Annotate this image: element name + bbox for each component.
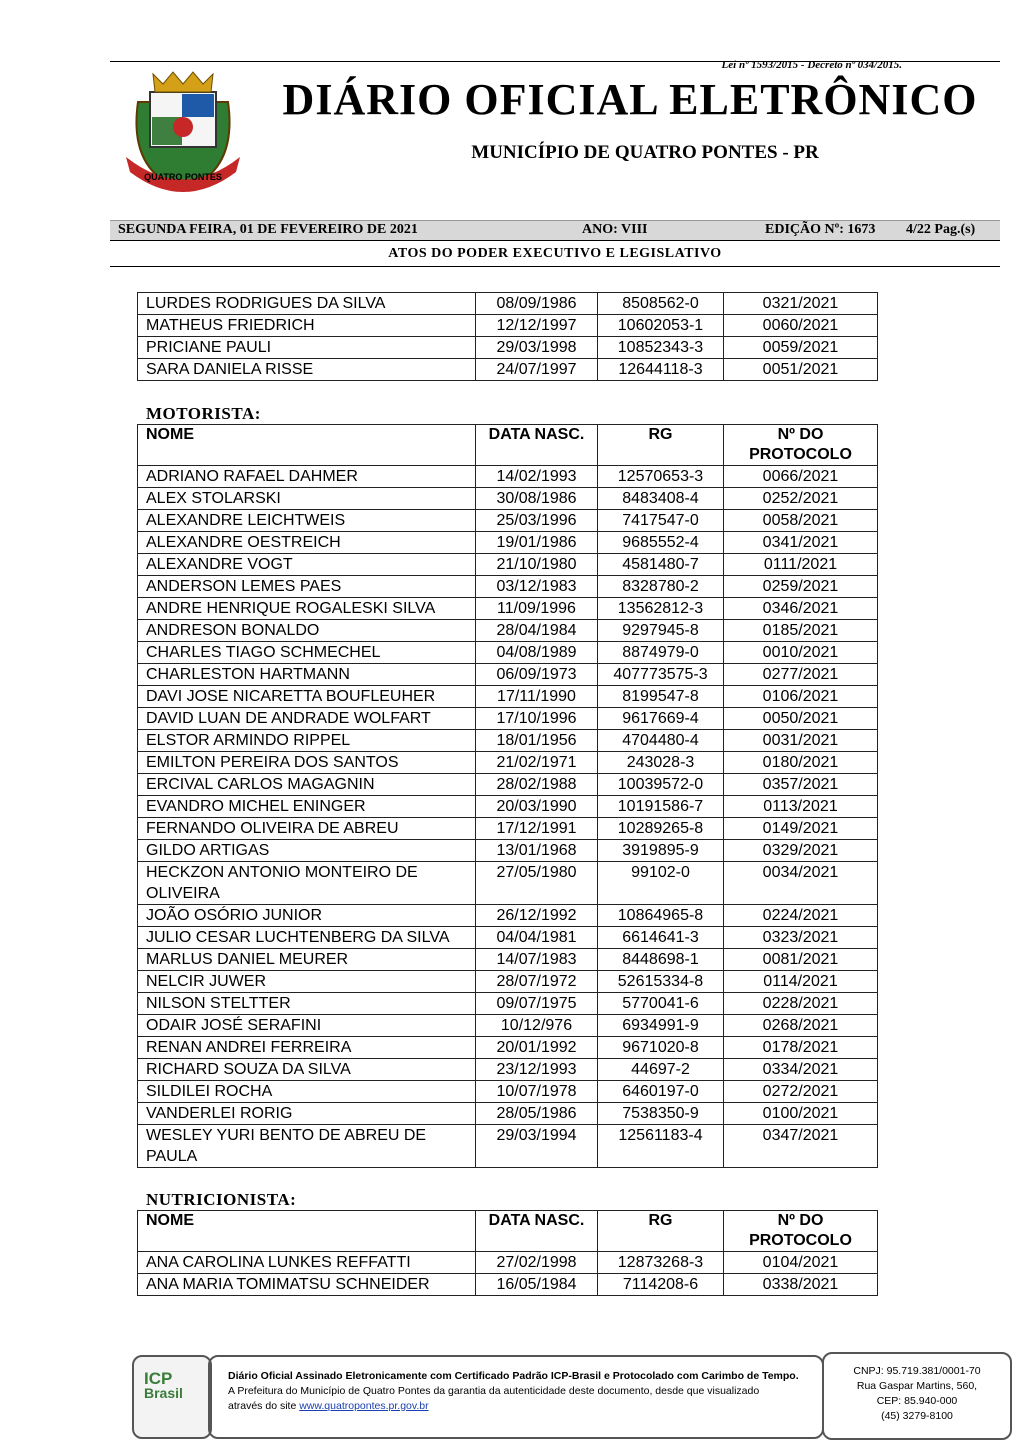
protocol-cell: 0329/2021 bbox=[724, 840, 878, 862]
contact-box bbox=[822, 1352, 1012, 1440]
table-row bbox=[138, 1125, 878, 1168]
protocol-cell: 0081/2021 bbox=[724, 949, 878, 971]
birth-date-cell: 25/03/1996 bbox=[476, 510, 598, 532]
col-header-protocol: Nº DO PROTOCOLO bbox=[724, 425, 878, 466]
name-cell: ANDRESON BONALDO bbox=[138, 620, 476, 642]
protocol-cell: 0114/2021 bbox=[724, 971, 878, 993]
protocol-cell: 0272/2021 bbox=[724, 1081, 878, 1103]
table-row bbox=[138, 466, 878, 488]
birth-date-cell: 06/09/1973 bbox=[476, 664, 598, 686]
rg-cell: 3919895-9 bbox=[598, 840, 724, 862]
rg-cell: 10852343-3 bbox=[598, 337, 724, 359]
name-cell: PRICIANE PAULI bbox=[138, 337, 476, 359]
table-row bbox=[138, 818, 878, 840]
name-cell: SARA DANIELA RISSE bbox=[138, 359, 476, 381]
name-cell: ELSTOR ARMINDO RIPPEL bbox=[138, 730, 476, 752]
rg-cell: 8328780-2 bbox=[598, 576, 724, 598]
protocol-cell: 0277/2021 bbox=[724, 664, 878, 686]
col-header-birth: DATA NASC. bbox=[476, 1211, 598, 1252]
table-row bbox=[138, 927, 878, 949]
table-row bbox=[138, 730, 878, 752]
name-cell: JOÃO OSÓRIO JUNIOR bbox=[138, 905, 476, 927]
rg-cell: 13562812-3 bbox=[598, 598, 724, 620]
col-header-birth: DATA NASC. bbox=[476, 425, 598, 466]
birth-date-cell: 26/12/1992 bbox=[476, 905, 598, 927]
table-row bbox=[138, 315, 878, 337]
col-header-rg: RG bbox=[598, 425, 724, 466]
rg-cell: 8199547-8 bbox=[598, 686, 724, 708]
address-text: Rua Gaspar Martins, 560, bbox=[856, 1380, 978, 1392]
birth-date-cell: 21/10/1980 bbox=[476, 554, 598, 576]
table-row bbox=[138, 510, 878, 532]
table-row bbox=[138, 1252, 878, 1274]
protocol-cell: 0031/2021 bbox=[724, 730, 878, 752]
table-row bbox=[138, 686, 878, 708]
table-row bbox=[138, 752, 878, 774]
continued-table bbox=[137, 292, 878, 381]
rg-cell: 10289265-8 bbox=[598, 818, 724, 840]
rg-cell: 7417547-0 bbox=[598, 510, 724, 532]
table-row bbox=[138, 774, 878, 796]
phone-text: (45) 3279-8100 bbox=[881, 1410, 953, 1422]
name-cell: ALEXANDRE OESTREICH bbox=[138, 532, 476, 554]
birth-date-cell: 28/07/1972 bbox=[476, 971, 598, 993]
rg-cell: 8448698-1 bbox=[598, 949, 724, 971]
group-title-motorista: MOTORISTA: bbox=[146, 404, 261, 423]
protocol-cell: 0104/2021 bbox=[724, 1252, 878, 1274]
protocol-cell: 0113/2021 bbox=[724, 796, 878, 818]
name-cell: ERCIVAL CARLOS MAGAGNIN bbox=[138, 774, 476, 796]
col-header-protocol: Nº DO PROTOCOLO bbox=[724, 1211, 878, 1252]
table-row bbox=[138, 532, 878, 554]
rg-cell: 10191586-7 bbox=[598, 796, 724, 818]
birth-date-cell: 21/02/1971 bbox=[476, 752, 598, 774]
birth-date-cell: 16/05/1984 bbox=[476, 1274, 598, 1296]
rg-cell: 6614641-3 bbox=[598, 927, 724, 949]
rg-cell: 6460197-0 bbox=[598, 1081, 724, 1103]
protocol-cell: 0010/2021 bbox=[724, 642, 878, 664]
rg-cell: 12570653-3 bbox=[598, 466, 724, 488]
table-row bbox=[138, 1081, 878, 1103]
name-cell: SILDILEI ROCHA bbox=[138, 1081, 476, 1103]
name-cell: JULIO CESAR LUCHTENBERG DA SILVA bbox=[138, 927, 476, 949]
birth-date-cell: 17/12/1991 bbox=[476, 818, 598, 840]
section-title: ATOS DO PODER EXECUTIVO E LEGISLATIVO bbox=[388, 246, 722, 261]
protocol-cell: 0058/2021 bbox=[724, 510, 878, 532]
name-cell: WESLEY YURI BENTO DE ABREU DE PAULA bbox=[138, 1125, 476, 1168]
table-row bbox=[138, 576, 878, 598]
table-row bbox=[138, 1103, 878, 1125]
notice-line-2: A Prefeitura do Município de Quatro Pontes da garantia da autenticidade deste documento, desde que visualizado bbox=[228, 1385, 760, 1397]
birth-date-cell: 20/03/1990 bbox=[476, 796, 598, 818]
table-row bbox=[138, 488, 878, 510]
birth-date-cell: 17/10/1996 bbox=[476, 708, 598, 730]
rg-cell: 4581480-7 bbox=[598, 554, 724, 576]
protocol-cell: 0268/2021 bbox=[724, 1015, 878, 1037]
table-row bbox=[138, 840, 878, 862]
name-cell: RICHARD SOUZA DA SILVA bbox=[138, 1059, 476, 1081]
table-row bbox=[138, 949, 878, 971]
name-cell: GILDO ARTIGAS bbox=[138, 840, 476, 862]
rg-cell: 407773575-3 bbox=[598, 664, 724, 686]
protocol-cell: 0224/2021 bbox=[724, 905, 878, 927]
table-row bbox=[138, 620, 878, 642]
name-cell: ANA MARIA TOMIMATSU SCHNEIDER bbox=[138, 1274, 476, 1296]
birth-date-cell: 28/04/1984 bbox=[476, 620, 598, 642]
protocol-cell: 0185/2021 bbox=[724, 620, 878, 642]
name-cell: VANDERLEI RORIG bbox=[138, 1103, 476, 1125]
name-cell: NILSON STELTTER bbox=[138, 993, 476, 1015]
table-row bbox=[138, 1274, 878, 1296]
rg-cell: 12644118-3 bbox=[598, 359, 724, 381]
icp-brasil-badge bbox=[132, 1355, 212, 1439]
publication-title: DIÁRIO OFICIAL ELETRÔNICO bbox=[282, 75, 978, 124]
icp-brasil-logo bbox=[144, 1371, 200, 1401]
birth-date-cell: 18/01/1956 bbox=[476, 730, 598, 752]
birth-date-cell: 09/07/1975 bbox=[476, 993, 598, 1015]
name-cell: ALEXANDRE VOGT bbox=[138, 554, 476, 576]
table-row bbox=[138, 862, 878, 905]
rg-cell: 7538350-9 bbox=[598, 1103, 724, 1125]
birth-date-cell: 14/07/1983 bbox=[476, 949, 598, 971]
birth-date-cell: 24/07/1997 bbox=[476, 359, 598, 381]
birth-date-cell: 20/01/1992 bbox=[476, 1037, 598, 1059]
protocol-cell: 0034/2021 bbox=[724, 862, 878, 905]
table-row bbox=[138, 971, 878, 993]
rg-cell: 5770041-6 bbox=[598, 993, 724, 1015]
municipality-name: MUNICÍPIO DE QUATRO PONTES - PR bbox=[471, 142, 819, 163]
protocol-cell: 0341/2021 bbox=[724, 532, 878, 554]
table-row bbox=[138, 1037, 878, 1059]
birth-date-cell: 12/12/1997 bbox=[476, 315, 598, 337]
birth-date-cell: 10/12/976 bbox=[476, 1015, 598, 1037]
name-cell: ANDERSON LEMES PAES bbox=[138, 576, 476, 598]
svg-text:QUATRO PONTES: QUATRO PONTES bbox=[144, 172, 222, 182]
protocol-cell: 0346/2021 bbox=[724, 598, 878, 620]
rg-cell: 10039572-0 bbox=[598, 774, 724, 796]
name-cell: LURDES RODRIGUES DA SILVA bbox=[138, 293, 476, 315]
birth-date-cell: 27/02/1998 bbox=[476, 1252, 598, 1274]
website-link[interactable]: www.quatropontes.pr.gov.br bbox=[299, 1400, 429, 1412]
protocol-cell: 0149/2021 bbox=[724, 818, 878, 840]
rg-cell: 10864965-8 bbox=[598, 905, 724, 927]
name-cell: RENAN ANDREI FERREIRA bbox=[138, 1037, 476, 1059]
publication-date: SEGUNDA FEIRA, 01 DE FEVEREIRO DE 2021 bbox=[118, 222, 418, 237]
protocol-cell: 0338/2021 bbox=[724, 1274, 878, 1296]
rg-cell: 9297945-8 bbox=[598, 620, 724, 642]
birth-date-cell: 08/09/1986 bbox=[476, 293, 598, 315]
protocol-cell: 0111/2021 bbox=[724, 554, 878, 576]
name-cell: CHARLES TIAGO SCHMECHEL bbox=[138, 642, 476, 664]
rg-cell: 9685552-4 bbox=[598, 532, 724, 554]
protocol-cell: 0259/2021 bbox=[724, 576, 878, 598]
name-cell: NELCIR JUWER bbox=[138, 971, 476, 993]
page-count: 4/22 Pag.(s) bbox=[906, 222, 976, 237]
name-cell: ALEXANDRE LEICHTWEIS bbox=[138, 510, 476, 532]
birth-date-cell: 29/03/1994 bbox=[476, 1125, 598, 1168]
protocol-cell: 0051/2021 bbox=[724, 359, 878, 381]
birth-date-cell: 19/01/1986 bbox=[476, 532, 598, 554]
rg-cell: 243028-3 bbox=[598, 752, 724, 774]
protocol-cell: 0100/2021 bbox=[724, 1103, 878, 1125]
name-cell: EVANDRO MICHEL ENINGER bbox=[138, 796, 476, 818]
municipal-crest-icon bbox=[118, 62, 248, 197]
table-row bbox=[138, 598, 878, 620]
protocol-cell: 0347/2021 bbox=[724, 1125, 878, 1168]
protocol-cell: 0059/2021 bbox=[724, 337, 878, 359]
notice-line-3: através do site bbox=[228, 1400, 297, 1412]
birth-date-cell: 23/12/1993 bbox=[476, 1059, 598, 1081]
rg-cell: 8483408-4 bbox=[598, 488, 724, 510]
protocol-cell: 0357/2021 bbox=[724, 774, 878, 796]
name-cell: MARLUS DANIEL MEURER bbox=[138, 949, 476, 971]
rg-cell: 10602053-1 bbox=[598, 315, 724, 337]
birth-date-cell: 30/08/1986 bbox=[476, 488, 598, 510]
birth-date-cell: 17/11/1990 bbox=[476, 686, 598, 708]
rg-cell: 9671020-8 bbox=[598, 1037, 724, 1059]
edition-number: EDIÇÃO Nº: 1673 bbox=[765, 222, 876, 237]
notice-line-1: Diário Oficial Assinado Eletronicamente com Certificado Padrão ICP-Brasil e Protocolado com Carimbo de Tempo. bbox=[228, 1370, 799, 1382]
table-row bbox=[138, 554, 878, 576]
name-cell: DAVID LUAN DE ANDRADE WOLFART bbox=[138, 708, 476, 730]
icp-label: ICP bbox=[144, 1369, 173, 1388]
rg-cell: 44697-2 bbox=[598, 1059, 724, 1081]
protocol-cell: 0060/2021 bbox=[724, 315, 878, 337]
name-cell: DAVI JOSE NICARETTA BOUFLEUHER bbox=[138, 686, 476, 708]
table-row bbox=[138, 796, 878, 818]
table-row bbox=[138, 708, 878, 730]
name-cell: FERNANDO OLIVEIRA DE ABREU bbox=[138, 818, 476, 840]
rg-cell: 12561183-4 bbox=[598, 1125, 724, 1168]
table-row bbox=[138, 293, 878, 315]
protocol-cell: 0323/2021 bbox=[724, 927, 878, 949]
table-row bbox=[138, 993, 878, 1015]
col-header-name: NOME bbox=[138, 1211, 476, 1252]
birth-date-cell: 04/08/1989 bbox=[476, 642, 598, 664]
icp-brasil-label: Brasil bbox=[144, 1385, 183, 1401]
birth-date-cell: 03/12/1983 bbox=[476, 576, 598, 598]
protocol-cell: 0334/2021 bbox=[724, 1059, 878, 1081]
rg-cell: 99102-0 bbox=[598, 862, 724, 905]
rg-cell: 8874979-0 bbox=[598, 642, 724, 664]
rg-cell: 52615334-8 bbox=[598, 971, 724, 993]
birth-date-cell: 13/01/1968 bbox=[476, 840, 598, 862]
birth-date-cell: 11/09/1996 bbox=[476, 598, 598, 620]
protocol-cell: 0321/2021 bbox=[724, 293, 878, 315]
birth-date-cell: 27/05/1980 bbox=[476, 862, 598, 905]
table-row bbox=[138, 905, 878, 927]
signature-notice bbox=[208, 1355, 824, 1439]
birth-date-cell: 29/03/1998 bbox=[476, 337, 598, 359]
table-row bbox=[138, 337, 878, 359]
protocol-cell: 0066/2021 bbox=[724, 466, 878, 488]
protocol-cell: 0106/2021 bbox=[724, 686, 878, 708]
cep-text: CEP: 85.940-000 bbox=[876, 1395, 958, 1407]
name-cell: ADRIANO RAFAEL DAHMER bbox=[138, 466, 476, 488]
protocol-cell: 0178/2021 bbox=[724, 1037, 878, 1059]
name-cell: EMILTON PEREIRA DOS SANTOS bbox=[138, 752, 476, 774]
birth-date-cell: 14/02/1993 bbox=[476, 466, 598, 488]
section-rule bbox=[110, 266, 1000, 267]
rg-cell: 8508562-0 bbox=[598, 293, 724, 315]
edition-info-bar bbox=[110, 220, 1000, 241]
name-cell: ODAIR JOSÉ SERAFINI bbox=[138, 1015, 476, 1037]
nutricionista-table bbox=[137, 1210, 878, 1296]
table-row bbox=[138, 1059, 878, 1081]
group-title-nutricionista: NUTRICIONISTA: bbox=[146, 1190, 297, 1209]
rg-cell: 4704480-4 bbox=[598, 730, 724, 752]
rg-cell: 9617669-4 bbox=[598, 708, 724, 730]
birth-date-cell: 28/05/1986 bbox=[476, 1103, 598, 1125]
table-row bbox=[138, 1015, 878, 1037]
table-row bbox=[138, 359, 878, 381]
birth-date-cell: 28/02/1988 bbox=[476, 774, 598, 796]
col-header-name: NOME bbox=[138, 425, 476, 466]
protocol-cell: 0180/2021 bbox=[724, 752, 878, 774]
table-row bbox=[138, 664, 878, 686]
birth-date-cell: 04/04/1981 bbox=[476, 927, 598, 949]
rg-cell: 7114208-6 bbox=[598, 1274, 724, 1296]
name-cell: ALEX STOLARSKI bbox=[138, 488, 476, 510]
protocol-cell: 0228/2021 bbox=[724, 993, 878, 1015]
name-cell: HECKZON ANTONIO MONTEIRO DE OLIVEIRA bbox=[138, 862, 476, 905]
protocol-cell: 0050/2021 bbox=[724, 708, 878, 730]
motorista-table bbox=[137, 424, 878, 1168]
name-cell: ANA CAROLINA LUNKES REFFATTI bbox=[138, 1252, 476, 1274]
col-header-rg: RG bbox=[598, 1211, 724, 1252]
rg-cell: 6934991-9 bbox=[598, 1015, 724, 1037]
rg-cell: 12873268-3 bbox=[598, 1252, 724, 1274]
name-cell: ANDRE HENRIQUE ROGALESKI SILVA bbox=[138, 598, 476, 620]
law-reference: Lei nº 1593/2015 - Decreto nº 034/2015. bbox=[721, 59, 902, 71]
name-cell: CHARLESTON HARTMANN bbox=[138, 664, 476, 686]
cnpj-text: CNPJ: 95.719.381/0001-70 bbox=[853, 1365, 981, 1377]
name-cell: MATHEUS FRIEDRICH bbox=[138, 315, 476, 337]
birth-date-cell: 10/07/1978 bbox=[476, 1081, 598, 1103]
year-label: ANO: VIII bbox=[582, 222, 648, 237]
table-row bbox=[138, 642, 878, 664]
protocol-cell: 0252/2021 bbox=[724, 488, 878, 510]
